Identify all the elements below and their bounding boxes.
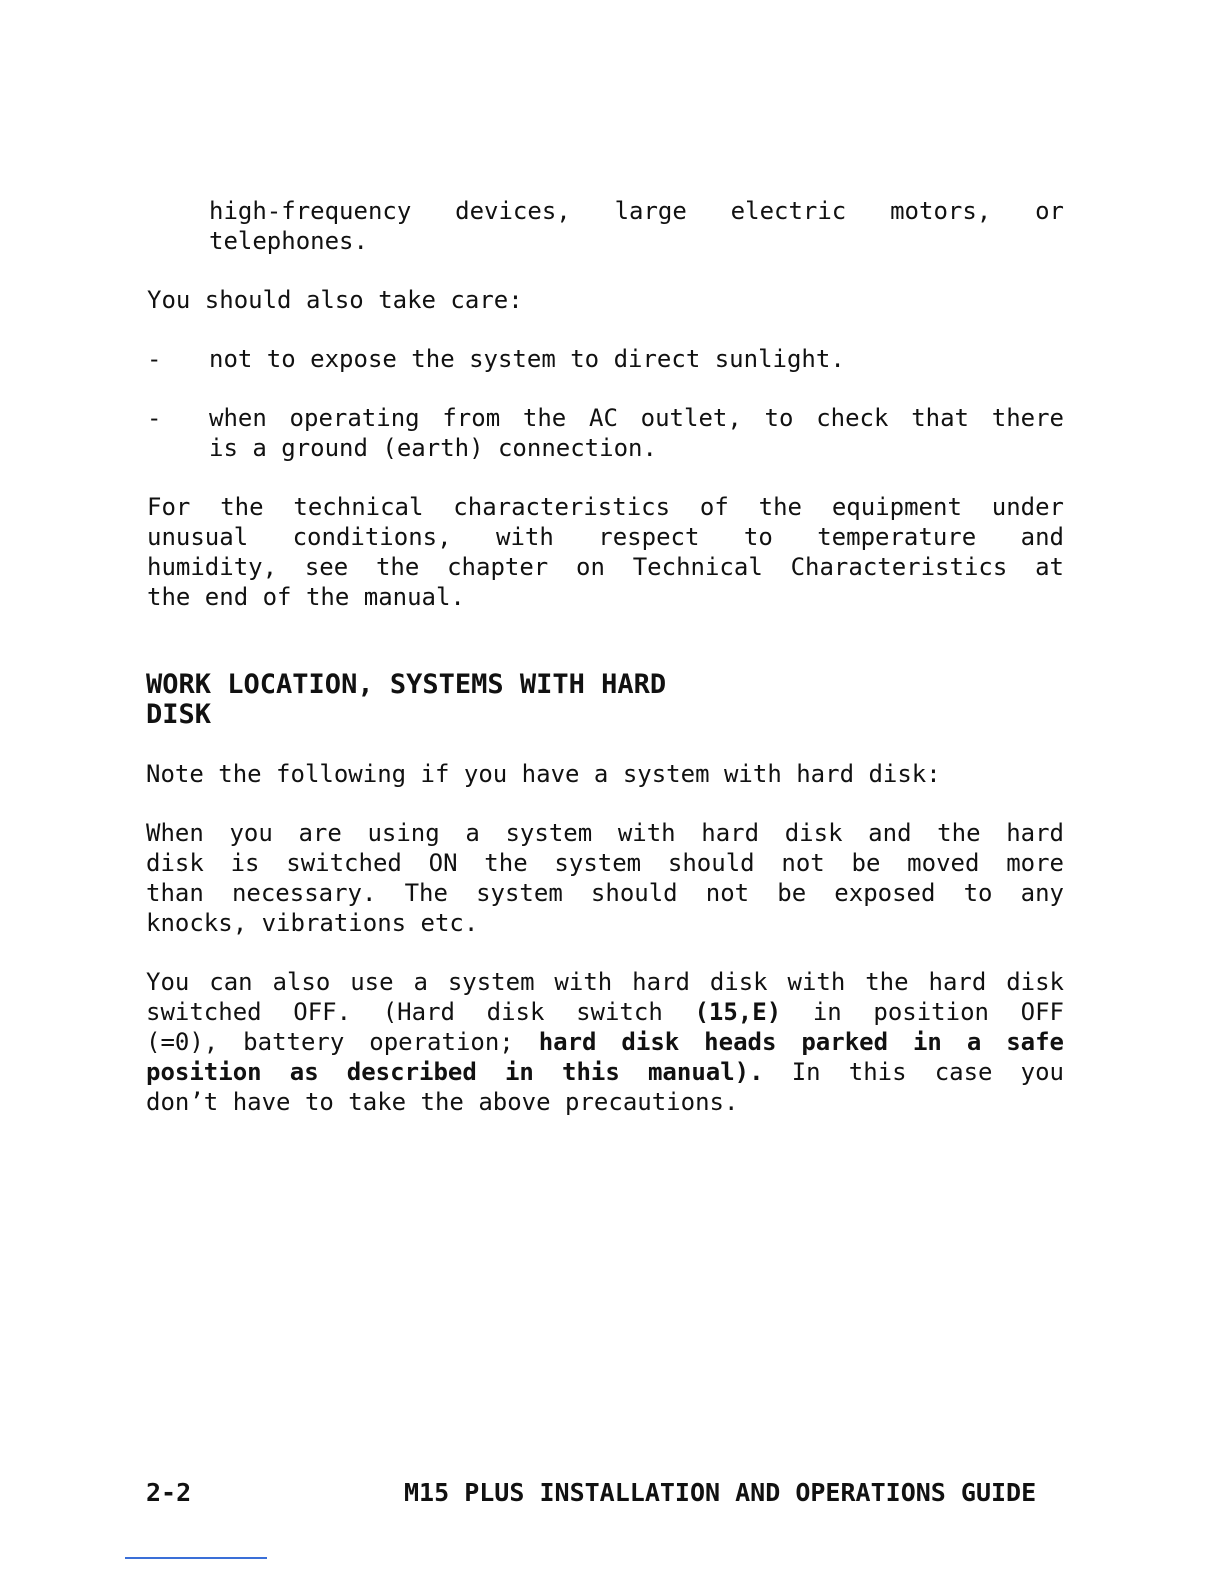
hard-disk-on-line-2: disk is switched ON the system should not be moved more [146,849,1064,877]
hard-disk-on-line-3: than necessary. The system should not be exposed to any [146,879,1064,907]
position-described-emphasis: position as described in this manual). [146,1058,764,1086]
hard-disk-on-line-1: When you are using a system with hard disk and the hard [146,819,1064,847]
care-heading [147,285,1067,315]
hard-disk-on-line-4: knocks, vibrations etc. [146,909,479,937]
hard-disk-off-line-2-a: switched OFF. (Hard disk switch [146,998,663,1026]
care-heading-text: You should also take care: [147,286,523,314]
hard-disk-off-paragraph [146,967,1064,1117]
technical-line-4: the end of the manual. [147,583,465,611]
hard-disk-off-line-2 [146,997,1064,1027]
hard-disk-off-line-4 [146,1057,1064,1087]
bullet-item-ground [209,403,1064,463]
technical-line-2: unusual conditions, with respect to temperature and [147,523,1064,551]
bullet-item-sunlight [209,344,1064,374]
section-heading [146,670,846,730]
bullet-dash-1: - [147,345,162,373]
hard-disk-off-line-2-c: in position OFF [812,998,1064,1026]
switch-reference: (15,E) [694,998,782,1026]
hard-disk-off-line-3 [146,1027,1064,1057]
hard-disk-off-line-4-b: In this case you [791,1058,1065,1086]
note-line: Note the following if you have a system with hard disk: [146,760,941,788]
heads-parked-emphasis: hard disk heads parked in a safe [538,1028,1065,1056]
footer-underline [125,1557,267,1559]
bullet-2-line-2: is a ground (earth) connection. [209,434,657,462]
technical-line-1: For the technical characteristics of the equipment under [147,493,1064,521]
hard-disk-off-line-5: don’t have to take the above precautions. [146,1088,739,1116]
section-heading-line-2: DISK [146,699,212,730]
intro-line-2: telephones. [209,227,368,255]
intro-paragraph [209,196,1064,256]
section-heading-line-1: WORK LOCATION, SYSTEMS WITH HARD [146,669,667,700]
technical-paragraph [147,492,1064,612]
hard-disk-off-line-3-a: (=0), battery operation; [146,1028,514,1056]
note-paragraph [146,759,1063,789]
page-number: 2-2 [146,1478,192,1507]
bullet-2-line-1: when operating from the AC outlet, to check that there [209,404,1064,432]
intro-line-1: high-frequency devices, large electric motors, or [209,197,1064,225]
hard-disk-off-line-1: You can also use a system with hard disk with the hard disk [146,968,1064,996]
guide-title: M15 PLUS INSTALLATION AND OPERATIONS GUIDE [404,1478,1037,1507]
bullet-dash-2: - [147,404,162,432]
bullet-1-line-1: not to expose the system to direct sunlight. [209,345,845,373]
hard-disk-on-paragraph [146,818,1064,938]
technical-line-3: humidity, see the chapter on Technical Characteristics at [147,553,1064,581]
